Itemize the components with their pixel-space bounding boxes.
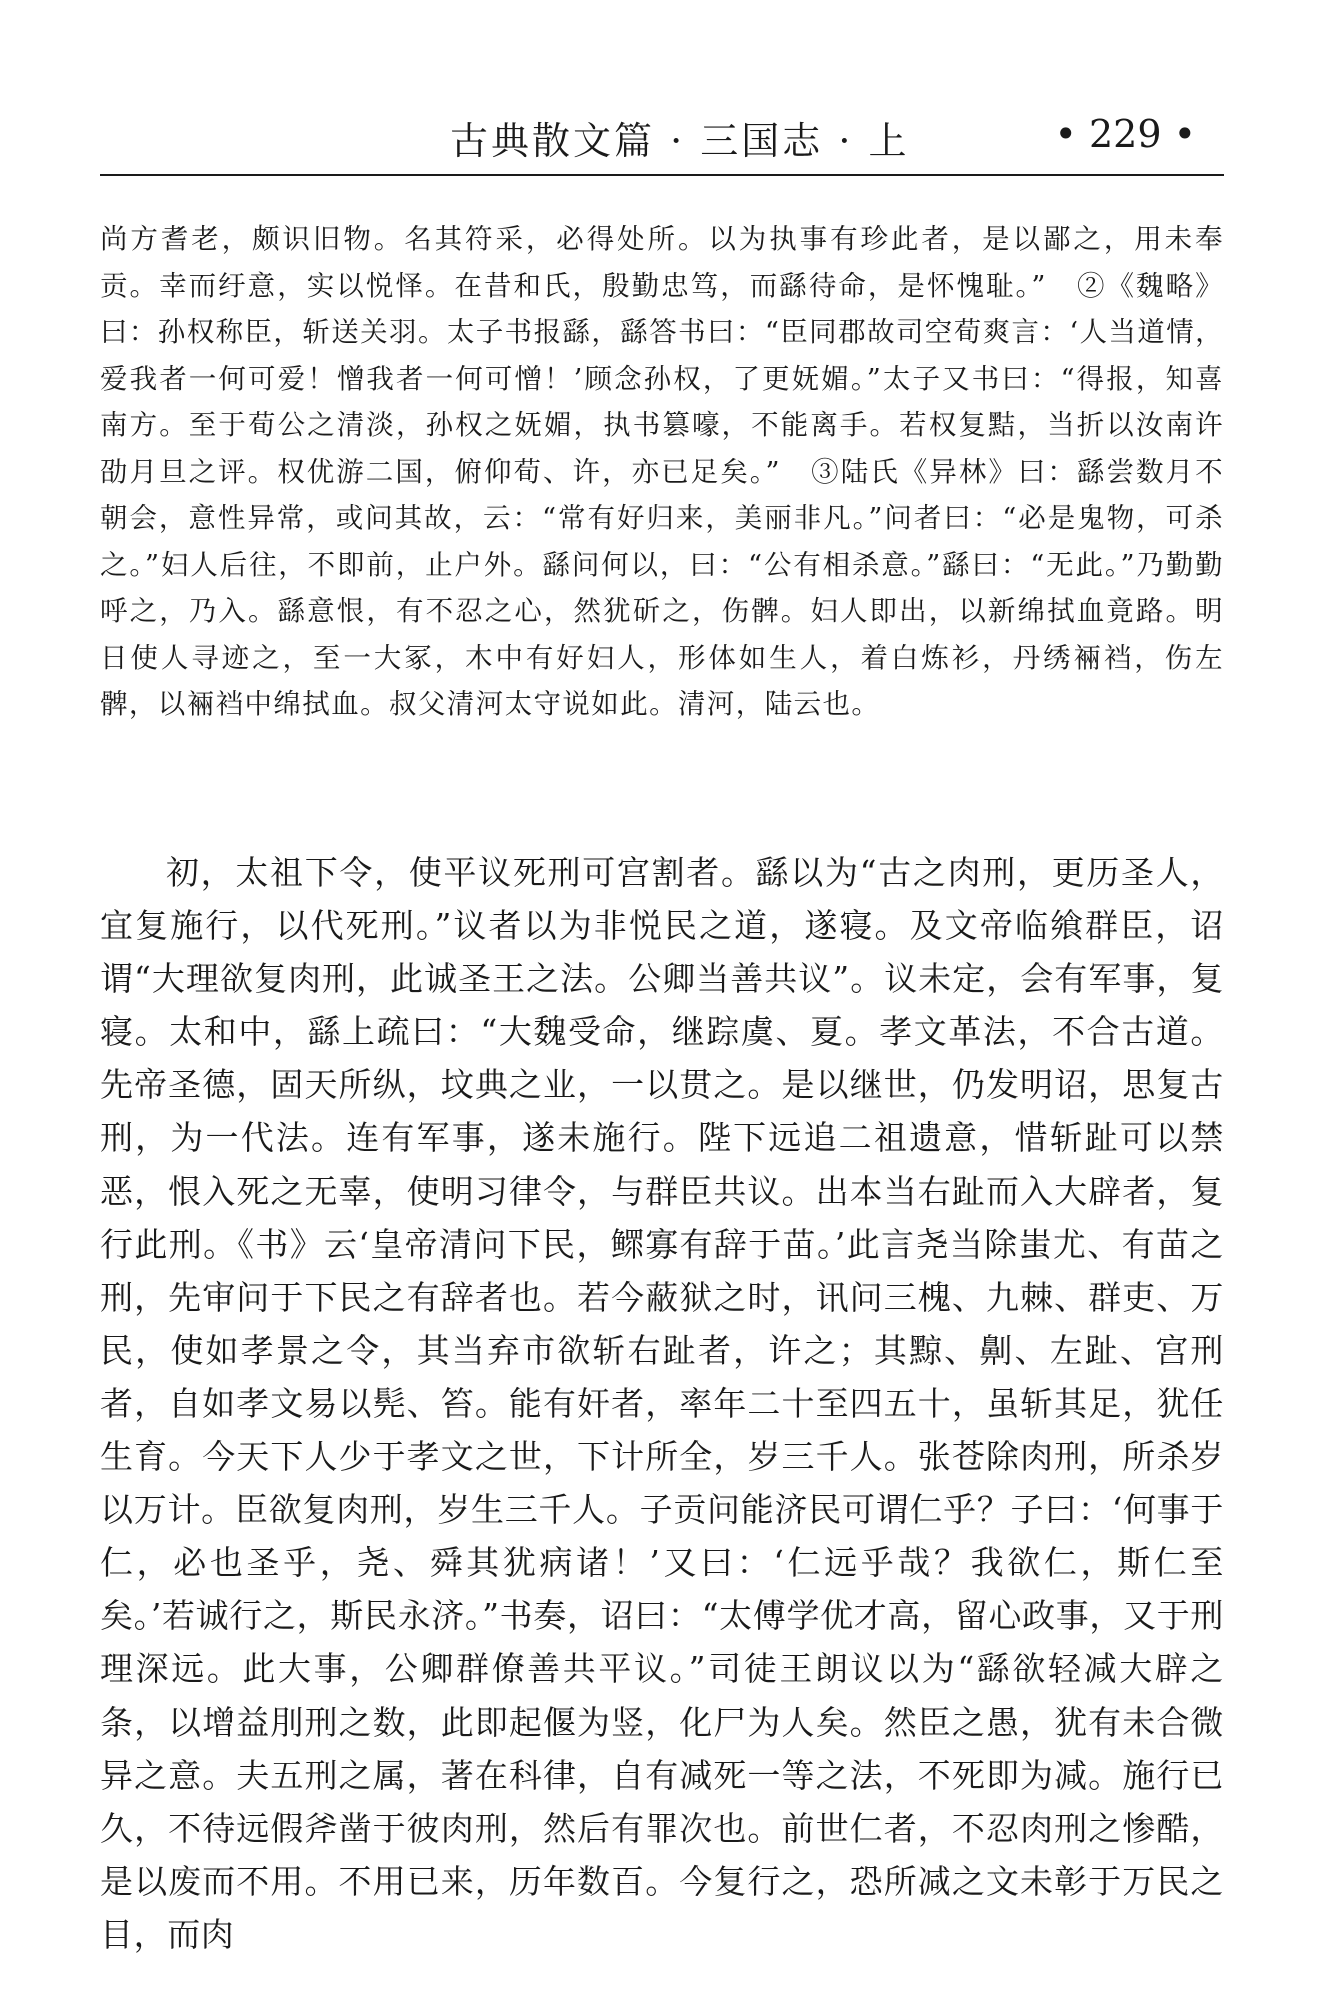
page-number: • 229 • bbox=[1054, 112, 1196, 156]
running-header bbox=[100, 100, 1224, 176]
main-text-body bbox=[100, 846, 1224, 1961]
notes-paragraph: 尚方耆老，颇识旧物。名其符采，必得处所。以为执事有珍此者，是以鄙之，用未奉贡。幸而纡意，实以悦怿。在昔和氏，殷勤忠笃，而繇待命，是怀愧耻。” ②《魏略》曰：孙权称臣，斩送关羽。太子书报繇，繇答书曰：“臣同郡故司空荀爽言：‘人当道情，爱我者一何可爱！憎我者一何可憎！’顾念孙权，了更妩媚。”太子又书曰：“得报，知喜南方。至于荀公之清淡，孙权之妩媚，执书篡嚎，不能离手。若权复黠，当折以汝南许劭月旦之评。权优游二国，俯仰荀、许，亦已足矣。” ③陆氏《异林》曰：繇尝数月不朝会，意性异常，或问其故，云：“常有好归来，美丽非凡。”问者曰：“必是鬼物，可杀之。”妇人后往，不即前，止户外。繇问何以，曰：“公有相杀意。”繇曰：“无此。”乃勤勤呼之，乃入。繇意恨，有不忍之心，然犹斫之，伤髀。妇人即出，以新绵拭血竟路。明日使人寻迹之，至一大冢，木中有好妇人，形体如生人，着白炼衫，丹绣裲裆，伤左髀，以裲裆中绵拭血。叔父清河太守说如此。清河，陆云也。 bbox=[100, 223, 1224, 720]
annotation-notes bbox=[100, 216, 1224, 728]
main-paragraph: 初，太祖下令，使平议死刑可宫割者。繇以为“古之肉刑，更历圣人，宜复施行，以代死刑。”议者以为非悦民之道，遂寝。及文帝临飨群臣，诏谓“大理欲复肉刑，此诚圣王之法。公卿当善共议”。议未定，会有军事，复寝。太和中，繇上疏曰：“大魏受命，继踪虞、夏。孝文革法，不合古道。先帝圣德，固天所纵，坟典之业，一以贯之。是以继世，仍发明诏，思复古刑，为一代法。连有军事，遂未施行。陛下远追二祖遗意，惜斩趾可以禁恶，恨入死之无辜，使明习律令，与群臣共议。出本当右趾而入大辟者，复行此刑。《书》云‘皇帝清问下民，鳏寡有辞于苗。’此言尧当除蚩尤、有苗之刑，先审问于下民之有辞者也。若今蔽狱之时，讯问三槐、九棘、群吏、万民，使如孝景之令，其当弃市欲斩右趾者，许之；其黥、劓、左趾、宫刑者，自如孝文易以髡、笞。能有奸者，率年二十至四五十，虽斩其足，犹任生育。今天下人少于孝文之世，下计所全，岁三千人。张苍除肉刑，所杀岁以万计。臣欲复肉刑，岁生三千人。子贡问能济民可谓仁乎？子曰：‘何事于仁，必也圣乎，尧、舜其犹病诸！’又曰：‘仁远乎哉？我欲仁，斯仁至矣。’若诚行之，斯民永济。”书奏，诏曰：“太傅学优才高，留心政事，又于刑理深远。此大事，公卿群僚善共平议。”司徒王朗议以为“繇欲轻减大辟之条，以增益刖刑之数，此即起偃为竖，化尸为人矣。然臣之愚，犹有未合微异之意。夫五刑之属，著在科律，自有减死一等之法，不死即为减。施行已久，不待远假斧凿于彼肉刑，然后有罪次也。前世仁者，不忍肉刑之惨酷，是以废而不用。不用已来，历年数百。今复行之，恐所减之文未彰于万民之目，而肉 bbox=[100, 853, 1224, 1954]
header-title: 古典散文篇 · 三国志 · 上 bbox=[450, 119, 910, 163]
